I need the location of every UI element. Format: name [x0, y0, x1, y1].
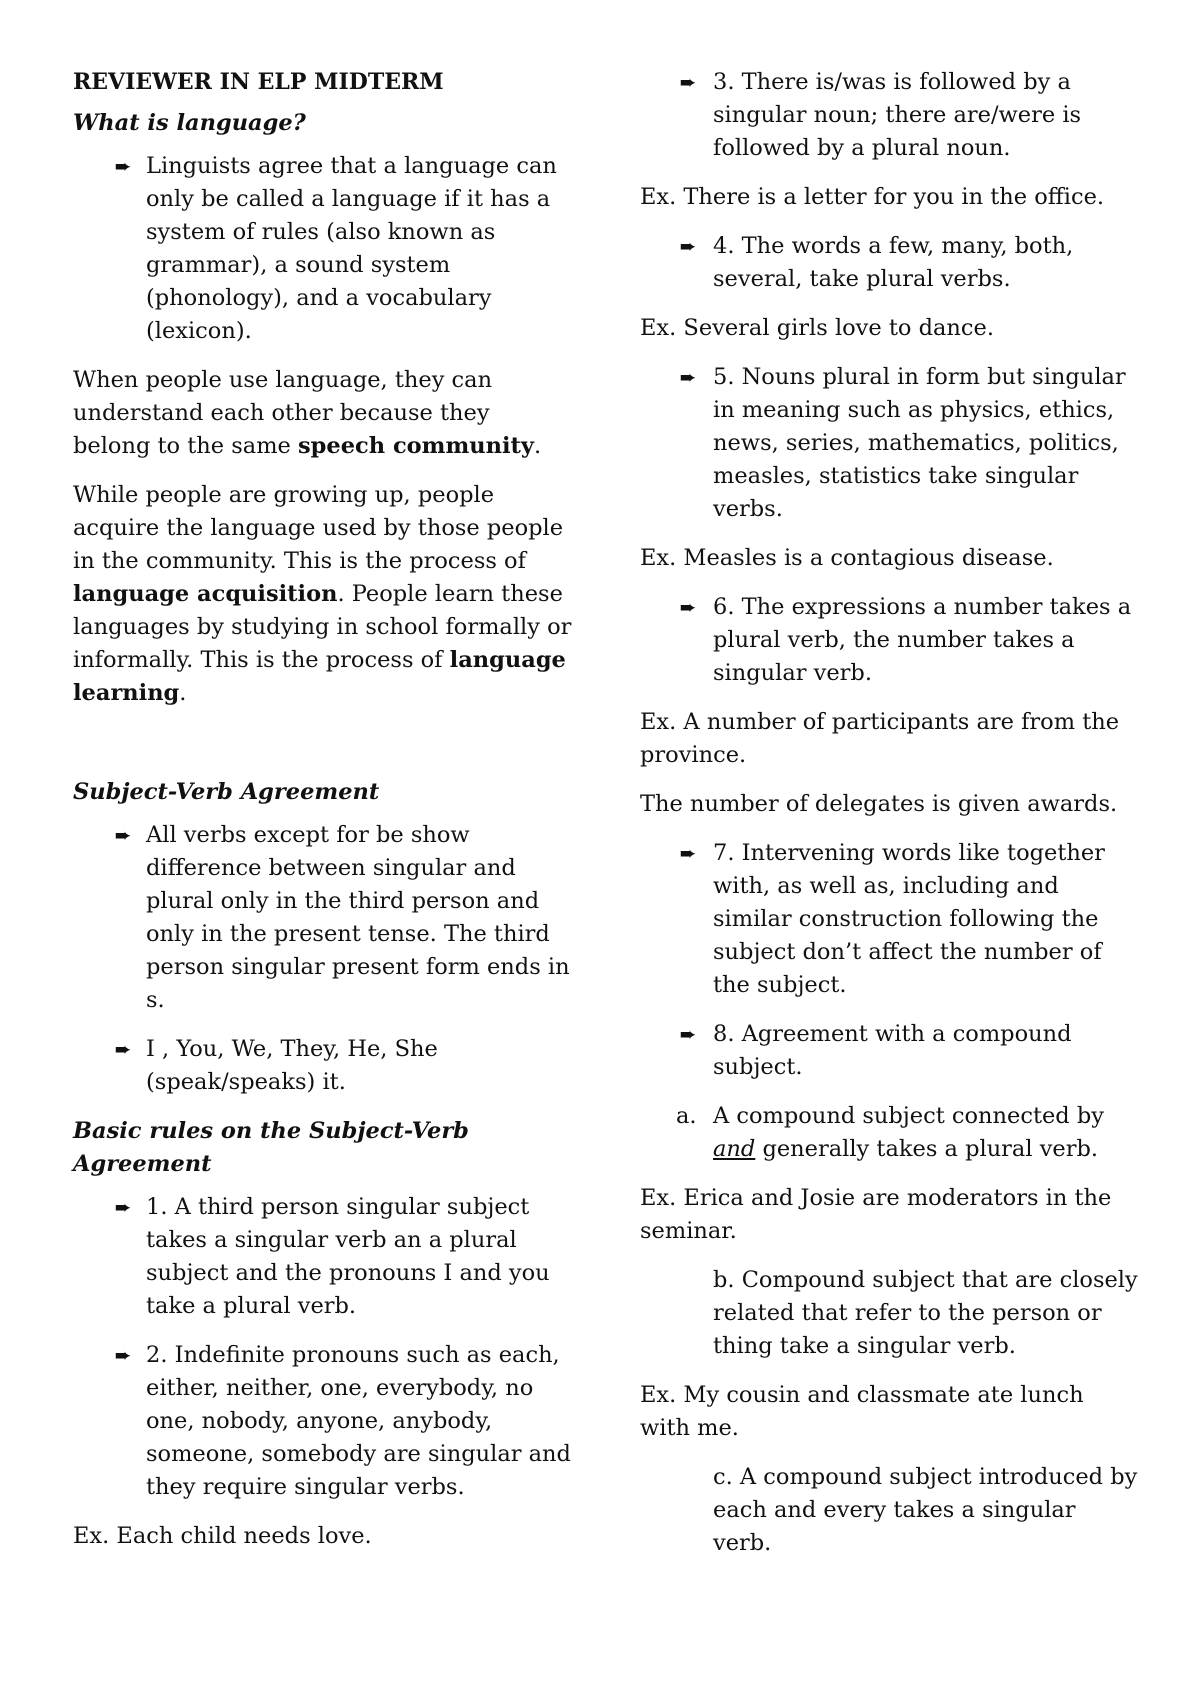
basic-rules-heading: Basic rules on the Subject-Verb Agreement [73, 1118, 469, 1177]
arrow-bullet-icon: ➨ [114, 1343, 132, 1367]
bullet-linguists [73, 150, 573, 348]
example-rule-6a: Ex. A number of participants are from the province. [640, 709, 1120, 768]
term-language-acquisition: language acquisition [73, 581, 338, 607]
right-column [640, 66, 1140, 1576]
term-speech-community: speech community [298, 433, 534, 459]
arrow-bullet-icon: ➨ [114, 1195, 132, 1219]
arrow-bullet-icon: ➨ [679, 234, 697, 258]
rule-8c: c. A compound subject introduced by each and every takes a singular verb. [713, 1464, 1138, 1556]
arrow-bullet-icon: ➨ [679, 365, 697, 389]
rule-8 [640, 1018, 1140, 1084]
rule-2 [73, 1339, 573, 1504]
example-rule-5: Ex. Measles is a contagious disease. [640, 545, 1054, 571]
list-letter: a. [676, 1103, 697, 1129]
term-language-learning: language learning [73, 647, 566, 706]
bullet-pronouns [73, 1033, 573, 1099]
paragraph-text: . People learn these languages by studying in school formally or informally. This is the process of [73, 581, 572, 673]
paragraph-speech-community [73, 364, 573, 463]
rule-8a-text: A compound subject connected by [713, 1103, 1104, 1129]
arrow-bullet-icon: ➨ [114, 1037, 132, 1061]
arrow-bullet-icon: ➨ [679, 1022, 697, 1046]
arrow-bullet-icon: ➨ [679, 595, 697, 619]
rule-1 [73, 1191, 573, 1323]
arrow-bullet-icon: ➨ [114, 154, 132, 178]
example-rule-3: Ex. There is a letter for you in the office. [640, 184, 1105, 210]
bullet-text: 8. Agreement with a compound subject. [713, 1021, 1072, 1080]
bullet-verbs [73, 819, 573, 1017]
example-rule-4: Ex. Several girls love to dance. [640, 315, 994, 341]
example-rule-2: Ex. Each child needs love. [73, 1523, 372, 1549]
rule-8a [640, 1100, 1140, 1166]
subject-verb-agreement-heading: Subject-Verb Agreement [73, 779, 380, 805]
example-rule-6b: The number of delegates is given awards. [640, 791, 1118, 817]
left-column [73, 66, 573, 1569]
paragraph-text: When people use language, they can understand each other because they belong to the same [73, 367, 493, 459]
rule-8b: b. Compound subject that are closely related that refer to the person or thing take a singular verb. [713, 1267, 1138, 1359]
bullet-text: 2. Indefinite pronouns such as each, either, neither, one, everybody, no one, nobody, anyone, anybody, someone, somebody are singular and they require singular verbs. [146, 1342, 571, 1500]
bullet-text: 7. Intervening words like together with, as well as, including and similar construction following the subject don’t affect the number of the subject. [713, 840, 1105, 998]
document-title: REVIEWER IN ELP MIDTERM [73, 69, 444, 95]
bullet-text: Linguists agree that a language can only be called a language if it has a system of rules (also known as grammar), a sound system (phonology), and a vocabulary (lexicon). [146, 153, 557, 344]
example-rule-8a: Ex. Erica and Josie are moderators in the seminar. [640, 1185, 1112, 1244]
example-rule-8b: Ex. My cousin and classmate ate lunch with me. [640, 1382, 1084, 1441]
bullet-text: All verbs except for be show difference between singular and plural only in the third person and only in the present tense. The third person singular present form ends in s. [146, 822, 570, 1013]
bullet-text: 4. The words a few, many, both, several, take plural verbs. [713, 233, 1074, 292]
rule-8a-text-end: generally takes a plural verb. [762, 1136, 1099, 1162]
bullet-text: 6. The expressions a number takes a plural verb, the number takes a singular verb. [713, 594, 1132, 686]
underlined-and: and [713, 1136, 756, 1162]
rule-5 [640, 361, 1140, 526]
paragraph-text: . [534, 433, 542, 459]
bullet-text: 1. A third person singular subject takes a singular verb an a plural subject and the pronouns I and you take a plural verb. [146, 1194, 550, 1319]
arrow-bullet-icon: ➨ [679, 70, 697, 94]
arrow-bullet-icon: ➨ [679, 841, 697, 865]
bullet-text: 5. Nouns plural in form but singular in meaning such as physics, ethics, news, series, mathematics, politics, measles, statistics take singular verbs. [713, 364, 1126, 522]
rule-7 [640, 837, 1140, 1002]
rule-4 [640, 230, 1140, 296]
bullet-text: 3. There is/was is followed by a singular noun; there are/were is followed by a plural noun. [713, 69, 1082, 161]
arrow-bullet-icon: ➨ [114, 823, 132, 847]
rule-6 [640, 591, 1140, 690]
rule-3 [640, 66, 1140, 165]
what-is-language-heading: What is language? [73, 110, 306, 136]
bullet-text: I , You, We, They, He, She (speak/speaks) it. [146, 1036, 438, 1095]
paragraph-text: While people are growing up, people acquire the language used by those people in the community. This is the process of [73, 482, 564, 574]
paragraph-text: . [179, 680, 187, 706]
paragraph-acquisition [73, 479, 573, 710]
spacer [73, 726, 573, 776]
